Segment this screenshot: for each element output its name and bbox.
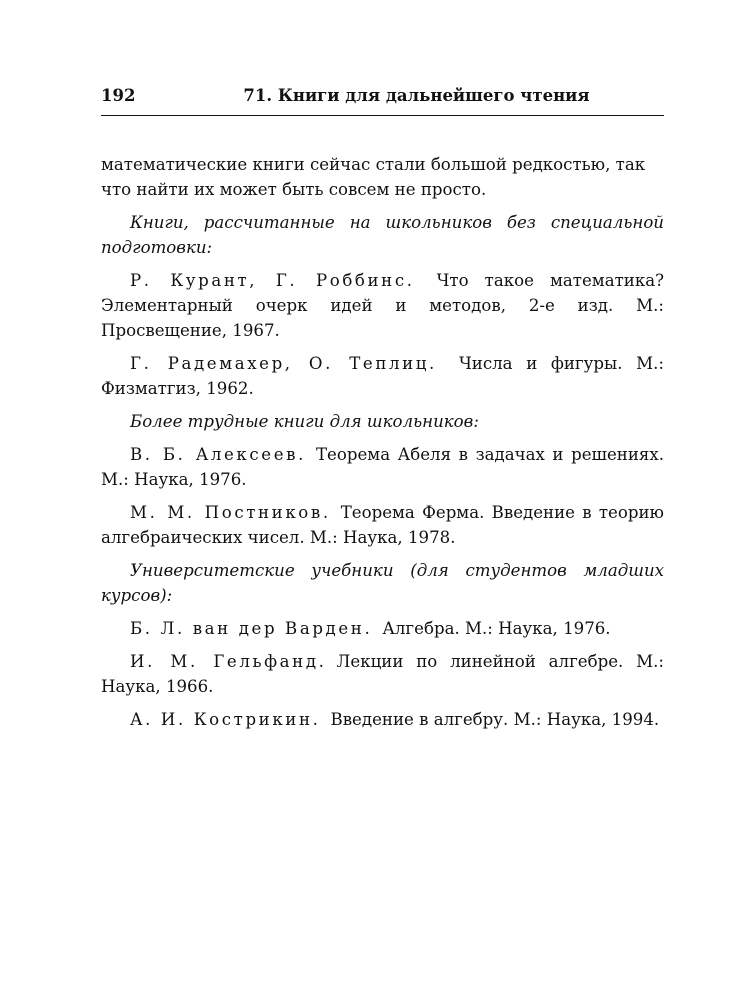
intro-line-1: математические книги сейчас стали большой редкостью, так [101, 155, 646, 174]
intro-line-2: что найти их может быть совсем не просто. [101, 180, 487, 199]
reference-author: В. Б. Алексеев. [130, 445, 306, 464]
page-content [101, 152, 664, 732]
section-heading-hard: Более трудные книги для школьников: [130, 412, 479, 431]
reference-title: Что такое математика? Элементарный очерк идей и методов, 2-е изд. М.: Просвещение, 1967. [101, 271, 664, 340]
reference-alekseev [101, 442, 664, 492]
section-heading-university: Университетские учебники (для студентов младших курсов): [101, 561, 664, 605]
reference-title: Теорема Ферма. Введение в теорию алгебраических чисел. М.: Наука, 1978. [101, 503, 664, 547]
reference-author: Г. Радемахер, О. Теплиц. [130, 354, 437, 373]
reference-postnikov [101, 500, 664, 550]
reference-author: Р. Курант, Г. Роббинс. [130, 271, 415, 290]
reference-gelfand [101, 649, 664, 699]
reference-title: Теорема Абеля в задачах и решениях. М.: Наука, 1976. [101, 445, 664, 489]
reference-author: И. М. Гельфанд. [130, 652, 327, 671]
reference-title: Числа и фигуры. М.: Физматгиз, 1962. [101, 354, 664, 398]
reference-author: Б. Л. ван дер Варден. [130, 619, 373, 638]
reference-kostrikin [101, 707, 664, 732]
book-page [101, 86, 664, 740]
reference-title: Введение в алгебру. М.: Наука, 1994. [330, 710, 660, 729]
reference-courant-robbins [101, 268, 664, 343]
reference-author: А. И. Кострикин. [130, 710, 321, 729]
reference-rademacher-toeplitz [101, 351, 664, 401]
running-title: 71. Книги для дальнейшего чтения [243, 86, 590, 105]
reference-author: М. М. Постников. [130, 503, 331, 522]
reference-van-der-waerden [101, 616, 664, 641]
intro-paragraph [101, 152, 664, 202]
page-number: 192 [101, 86, 136, 105]
reference-title: Алгебра. М.: Наука, 1976. [382, 619, 611, 638]
section-heading-school: Книги, рассчитанные на школьников без специальной подготовки: [101, 213, 664, 257]
reference-title: Лекции по линейной алгебре. М.: Наука, 1966. [101, 652, 664, 696]
running-header [101, 86, 664, 116]
